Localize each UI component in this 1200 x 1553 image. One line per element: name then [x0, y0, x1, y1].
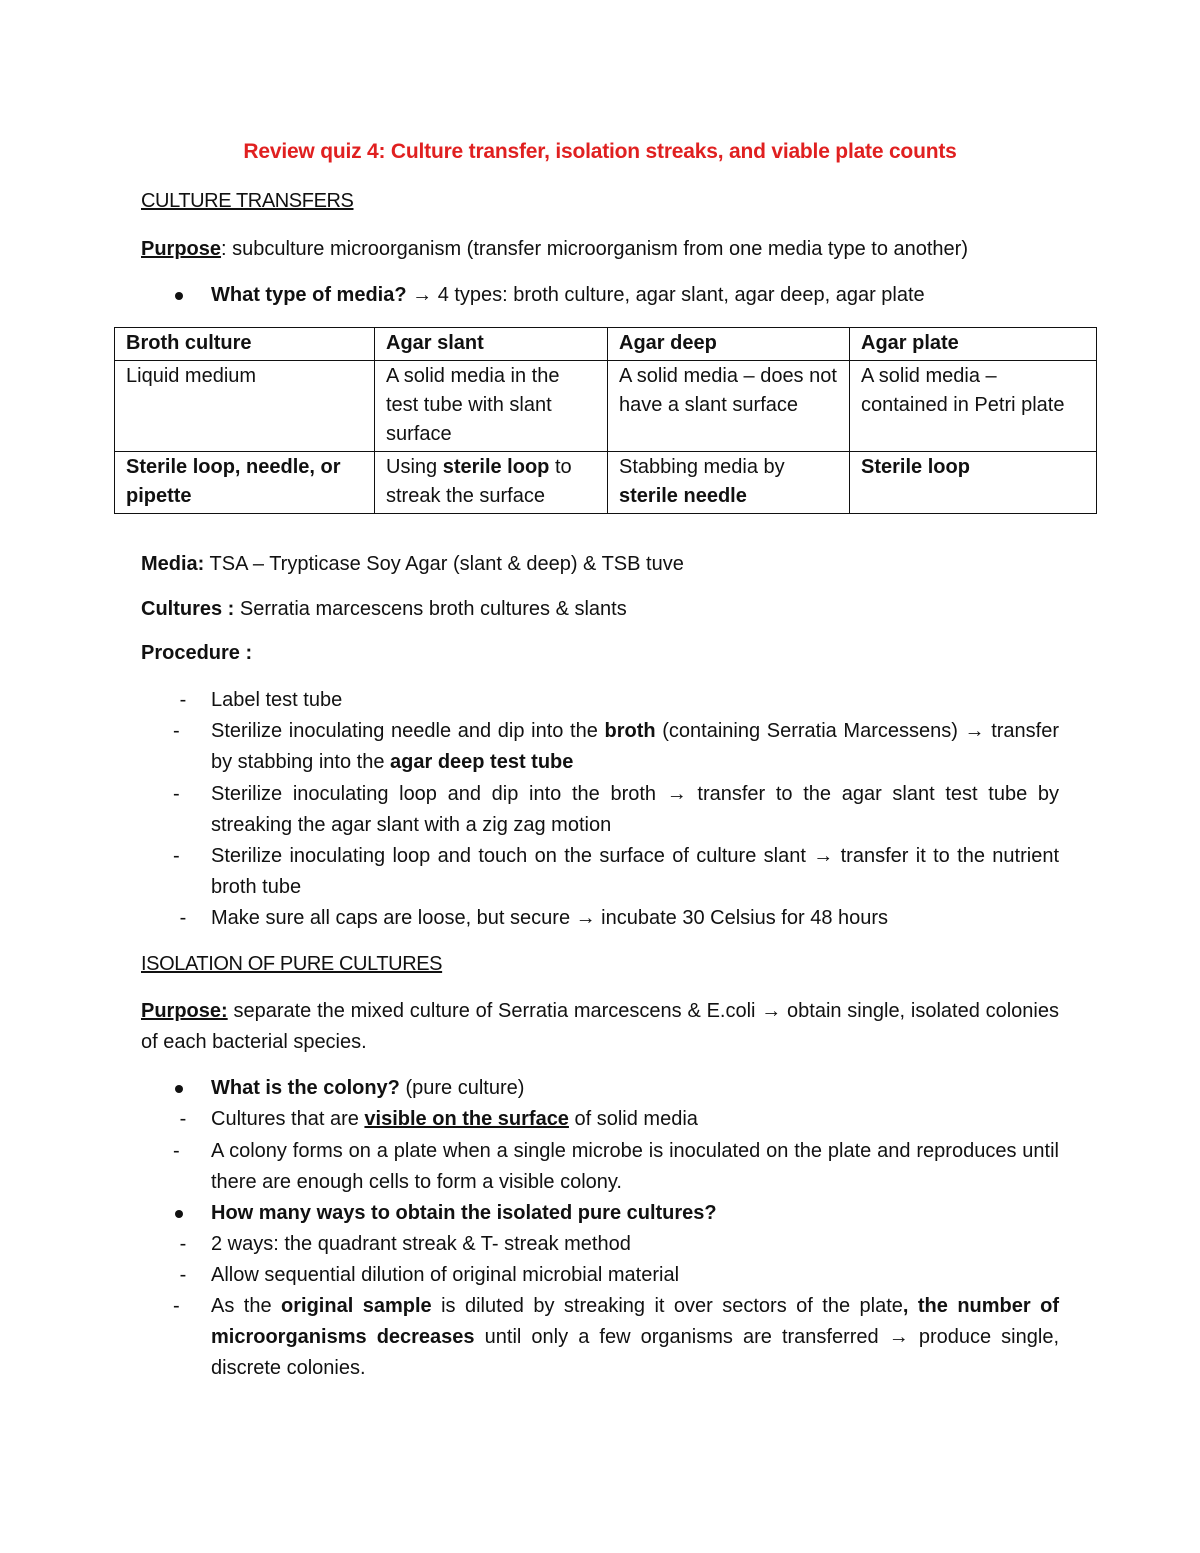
- list-item: [179, 1260, 1059, 1291]
- section-heading-culture-transfers: CULTURE TRANSFERS: [141, 190, 354, 212]
- dash-marker: -: [179, 689, 187, 711]
- isolation-purpose: [141, 996, 1059, 1058]
- cell-text: to streak the surface: [386, 456, 572, 507]
- table-header-cell: Broth culture: [115, 328, 375, 361]
- purpose-line: [141, 238, 968, 261]
- list-item: [173, 1136, 1059, 1198]
- step-text: Label test tube: [211, 689, 343, 711]
- step-text-bold: agar deep test tube: [390, 751, 574, 773]
- table-header-cell: Agar plate: [850, 328, 1097, 361]
- list-item: [179, 685, 1059, 716]
- step-text: Sterilize inoculating loop and touch on the surface of culture slant → transfer it to the nutrient broth tube: [211, 845, 1059, 898]
- question-text: How many ways to obtain the isolated pure cultures?: [211, 1202, 717, 1224]
- step-text: (containing Serratia Marcessens) → transfer by stabbing into the: [211, 720, 1059, 773]
- page-title: Review quiz 4: Culture transfer, isolation streaks, and viable plate counts: [243, 140, 957, 163]
- step-text-bold: broth: [604, 720, 656, 742]
- dash-marker: -: [179, 1233, 187, 1255]
- item-text: As the: [211, 1295, 282, 1317]
- item-text: until only a few organisms are transferred → produce single, discrete colonies.: [211, 1326, 1059, 1379]
- purpose-text: : subculture microorganism (transfer microorganism from one media type to another): [221, 238, 968, 260]
- question-note: (pure culture): [399, 1077, 525, 1099]
- cell-text: Stabbing media by: [619, 456, 785, 478]
- dash-marker: -: [173, 720, 180, 742]
- item-text-bold: visible on the surface: [364, 1108, 569, 1130]
- table-cell: [608, 452, 850, 514]
- item-text: Cultures that are: [211, 1108, 365, 1130]
- step-text: Make sure all caps are loose, but secure → incubate 30 Celsius for 48 hours: [211, 907, 889, 929]
- bullet-icon: [175, 1085, 183, 1093]
- dash-marker: -: [173, 1295, 180, 1317]
- dash-marker: -: [173, 845, 180, 867]
- table-header-cell: Agar slant: [375, 328, 608, 361]
- item-text: Allow sequential dilution of original microbial material: [211, 1264, 680, 1286]
- media-label: Media:: [141, 553, 205, 575]
- step-text: Sterilize inoculating needle and dip into the: [211, 720, 605, 742]
- step-text: Sterilize inoculating loop and dip into the broth → transfer to the agar slant test tube by streaking the agar slant with a zig zag motion: [211, 783, 1059, 836]
- cell-text: Using: [386, 456, 443, 478]
- list-item: [211, 1198, 1059, 1229]
- question-text: What is the colony?: [211, 1077, 400, 1099]
- section-heading-isolation: ISOLATION OF PURE CULTURES: [141, 953, 443, 975]
- purpose-text: separate the mixed culture of Serratia marcescens & E.coli → obtain single, isolated colonies of each bacterial species.: [141, 1000, 1059, 1053]
- list-item: [173, 716, 1059, 778]
- list-item: [179, 1104, 1059, 1135]
- item-text: A colony forms on a plate when a single microbe is inoculated on the plate and reproduces until there are enough cells to form a visible colony.: [211, 1140, 1059, 1193]
- table-cell: Sterile loop: [850, 452, 1097, 514]
- list-item: [173, 841, 1059, 903]
- list-item: [211, 1073, 1059, 1104]
- table-cell: Liquid medium: [115, 361, 375, 452]
- table-header-cell: Agar deep: [608, 328, 850, 361]
- item-text-bold: original sample: [281, 1295, 432, 1317]
- media-line: [141, 553, 684, 576]
- item-text: 2 ways: the quadrant streak & T- streak method: [211, 1233, 631, 1255]
- list-item: [179, 1229, 1059, 1260]
- table-cell: Sterile loop, needle, or pipette: [115, 452, 375, 514]
- cultures-line: [141, 598, 627, 621]
- dash-marker: -: [179, 1264, 187, 1286]
- item-text: of solid media: [568, 1108, 698, 1130]
- table-row: [115, 452, 1097, 514]
- purpose-label: Purpose: [141, 238, 222, 260]
- table-cell: A solid media – does not have a slant surface: [608, 361, 850, 452]
- cultures-text: Serratia marcescens broth cultures & slants: [234, 598, 627, 620]
- bullet-icon: [175, 1210, 183, 1218]
- table-header-row: [115, 328, 1097, 361]
- item-text-bold: , the number of microorganisms decreases: [211, 1295, 1059, 1348]
- list-item: [179, 903, 1059, 934]
- cell-text-bold: sterile loop: [442, 456, 550, 478]
- list-item: [173, 1291, 1059, 1384]
- media-question: What type of media?: [211, 284, 407, 306]
- dash-marker: -: [173, 783, 180, 805]
- cultures-label: Cultures :: [141, 598, 235, 620]
- table-row: [115, 361, 1097, 452]
- bullet-icon: [175, 292, 183, 300]
- table-cell: A solid media in the test tube with slant surface: [375, 361, 608, 452]
- media-answer: → 4 types: broth culture, agar slant, agar deep, agar plate: [406, 284, 925, 306]
- dash-marker: -: [173, 1140, 180, 1162]
- dash-marker: -: [179, 1108, 187, 1130]
- purpose-label: Purpose:: [141, 1000, 228, 1022]
- media-question-item: [211, 280, 1059, 311]
- item-text: is diluted by streaking it over sectors of the plate: [431, 1295, 903, 1317]
- table-cell: A solid media – contained in Petri plate: [850, 361, 1097, 452]
- media-types-table: [114, 327, 1097, 514]
- table-cell: [375, 452, 608, 514]
- media-text: TSA – Trypticase Soy Agar (slant & deep) & TSB tuve: [204, 553, 684, 575]
- cell-text-bold: sterile needle: [619, 485, 747, 507]
- dash-marker: -: [179, 907, 187, 929]
- procedure-label: Procedure :: [141, 642, 253, 664]
- list-item: [173, 779, 1059, 841]
